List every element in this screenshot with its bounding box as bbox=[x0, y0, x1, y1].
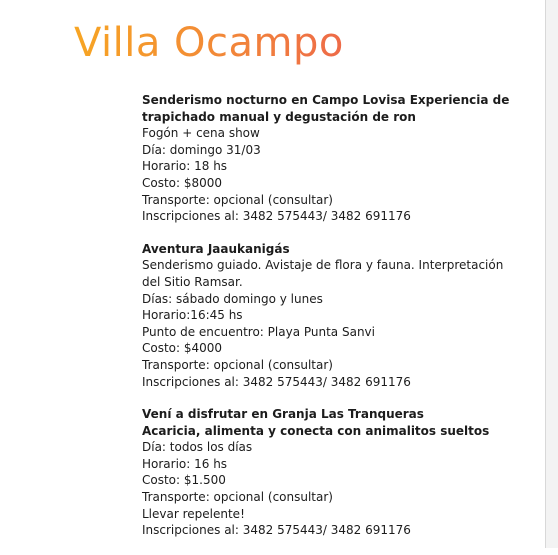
event-aventura-jaaukanigas bbox=[142, 241, 504, 390]
page-edge bbox=[545, 0, 558, 548]
event-time: Horario:16:45 hs bbox=[142, 308, 243, 323]
event-cost: Costo: $1.500 bbox=[142, 473, 226, 488]
event-date: Día: domingo 31/03 bbox=[142, 142, 261, 157]
event-detail: Fogón + cena show bbox=[142, 126, 260, 141]
event-detail: Senderismo guiado. Avistaje de flora y fauna. Interpretación bbox=[142, 258, 504, 273]
event-note: Llevar repelente! bbox=[142, 506, 245, 521]
event-heading: Acaricia, alimenta y conecta con animalitos sueltos bbox=[142, 423, 490, 438]
event-granja-las-tranqueras bbox=[142, 406, 490, 539]
event-heading: trapichado manual y degustación de ron bbox=[142, 109, 416, 124]
event-contact: Inscripciones al: 3482 575443/ 3482 691176 bbox=[142, 209, 411, 224]
event-transport: Transporte: opcional (consultar) bbox=[142, 490, 333, 505]
event-date: Día: todos los días bbox=[142, 440, 253, 455]
event-cost: Costo: $8000 bbox=[142, 175, 223, 190]
event-detail: del Sitio Ramsar. bbox=[142, 274, 243, 289]
page-title: Villa Ocampo bbox=[74, 13, 344, 73]
event-campo-lovisa bbox=[142, 92, 510, 225]
event-cost: Costo: $4000 bbox=[142, 341, 223, 356]
event-transport: Transporte: opcional (consultar) bbox=[142, 192, 333, 207]
event-contact: Inscripciones al: 3482 575443/ 3482 691176 bbox=[142, 523, 411, 538]
event-time: Horario: 18 hs bbox=[142, 159, 228, 174]
event-transport: Transporte: opcional (consultar) bbox=[142, 357, 333, 372]
event-time: Horario: 16 hs bbox=[142, 456, 228, 471]
event-heading: Senderismo nocturno en Campo Lovisa Experiencia de bbox=[142, 93, 510, 107]
events-list bbox=[142, 92, 510, 555]
event-heading: Aventura Jaaukanigás bbox=[142, 241, 290, 256]
event-date: Días: sábado domingo y lunes bbox=[142, 291, 323, 306]
event-heading: Vení a disfrutar en Granja Las Tranqueras bbox=[142, 407, 424, 422]
event-meeting-point: Punto de encuentro: Playa Punta Sanvi bbox=[142, 324, 375, 339]
event-contact: Inscripciones al: 3482 575443/ 3482 691176 bbox=[142, 374, 411, 389]
